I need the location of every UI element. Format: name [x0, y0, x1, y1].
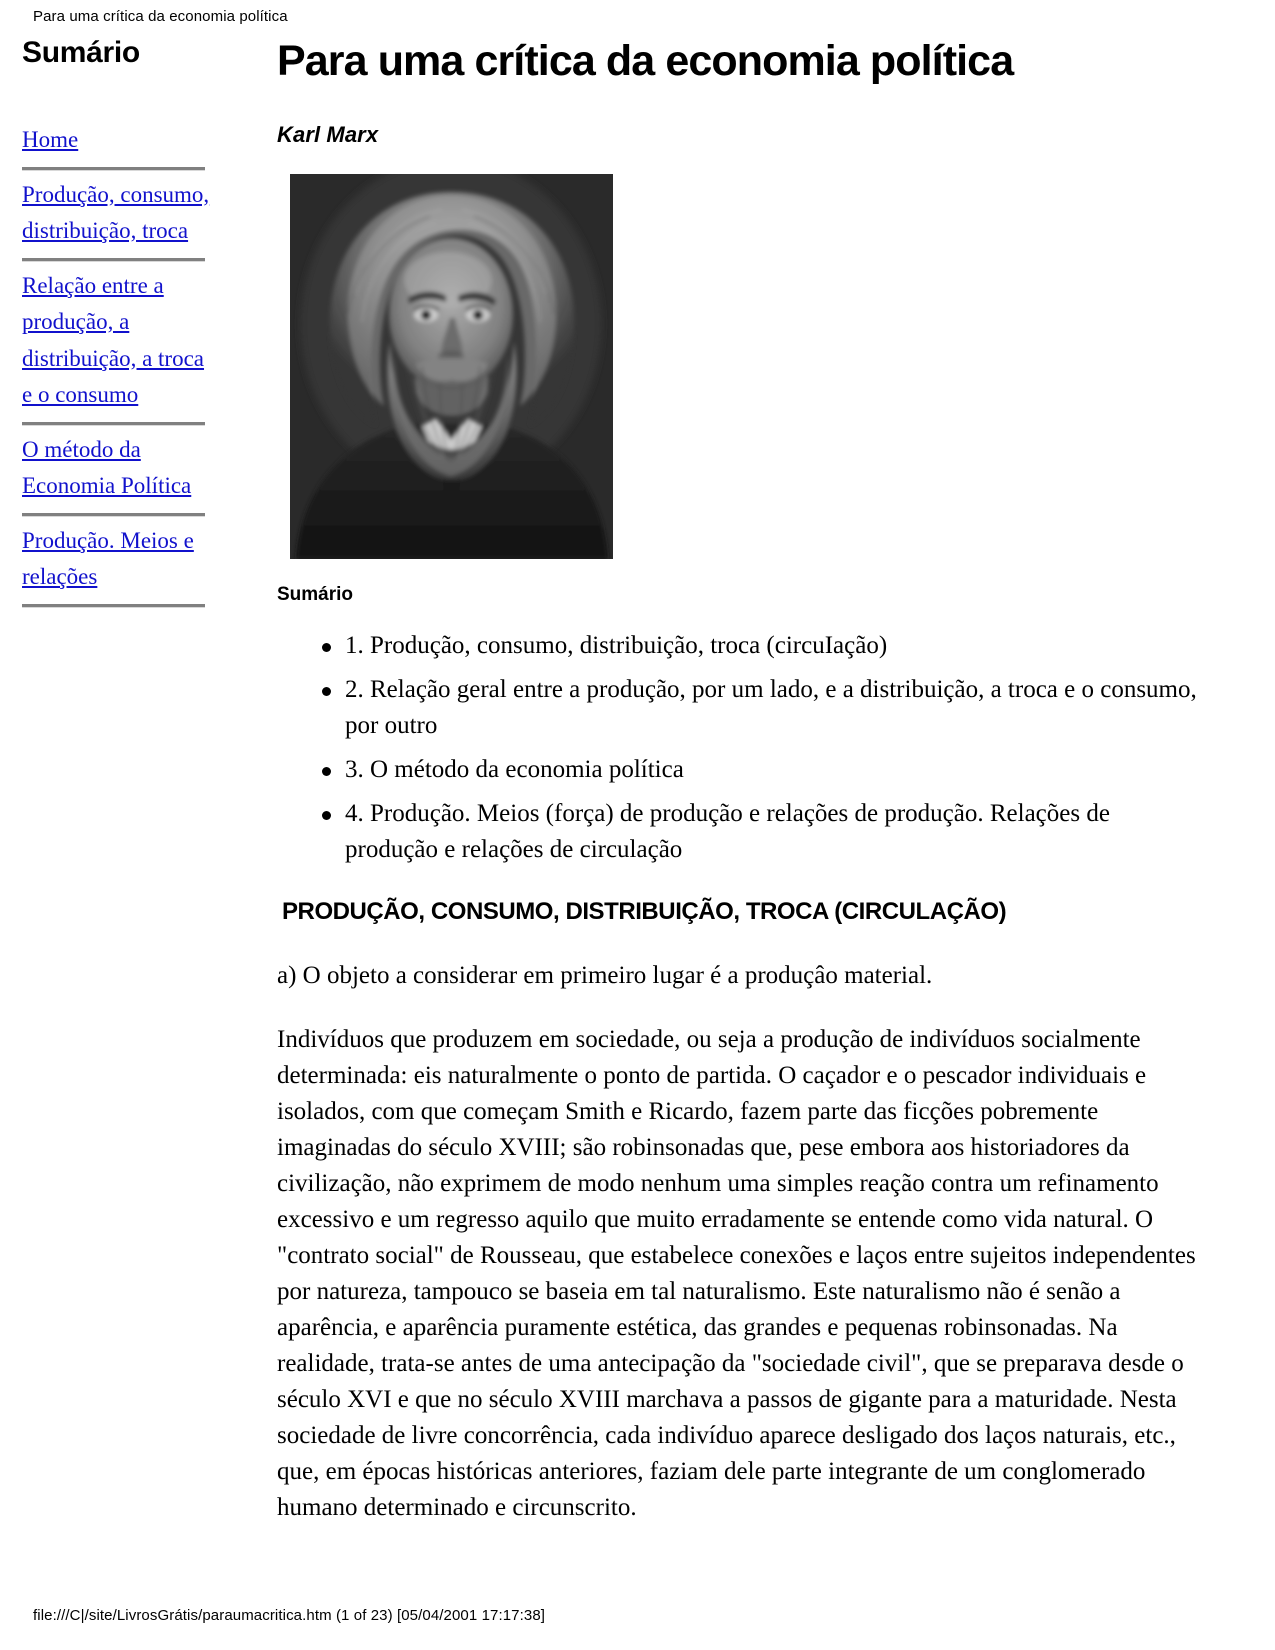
toc-list-item: 4. Produção. Meios (força) de produção e relações de produção. Relações de produção e relações de circulação: [277, 796, 1197, 868]
table-of-contents-list: [277, 628, 1197, 868]
sidebar-divider-2: [22, 258, 205, 262]
sidebar-divider-5: [22, 604, 205, 608]
sidebar-divider-4: [22, 513, 205, 517]
main-content: [277, 36, 1197, 1526]
toc-list-item: 1. Produção, consumo, distribuição, troca (circuIação): [277, 628, 1197, 664]
page-title: Para uma crítica da economia política: [277, 37, 1014, 85]
sidebar-item-meios-relacoes[interactable]: [22, 523, 210, 596]
body-paragraph: a) O objeto a considerar em primeiro lugar é a produçâo material.: [277, 962, 933, 989]
sidebar-title: Sumário: [22, 36, 140, 69]
author-portrait-image: [290, 174, 613, 559]
section-heading: PRODUÇÃO, CONSUMO, DISTRIBUIÇÃO, TROCA (CIRCULAÇÃO): [282, 898, 1007, 925]
toc-heading: Sumário: [277, 584, 354, 605]
sidebar-link-relacao[interactable]: Relação entre a produção, a distribuição, a troca e o consumo: [22, 272, 205, 407]
sidebar-divider-1: [22, 167, 205, 171]
toc-list-item: 3. O método da economia política: [277, 752, 1197, 788]
sidebar-item-metodo[interactable]: [22, 432, 210, 505]
sidebar-link-producao-consumo[interactable]: Produção, consumo, distribuição, troca: [22, 181, 210, 243]
sidebar-divider-3: [22, 422, 205, 426]
sidebar-item-producao-consumo[interactable]: [22, 177, 210, 250]
sidebar-link-meios-relacoes[interactable]: Produção. Meios e relações: [22, 527, 194, 589]
body-paragraph: Indivíduos que produzem em sociedade, ou seja a produção de indivíduos socialmente determinada: eis naturalmente o ponto de partida. O caçador e o pescador individuais e isolados, com que começam Smith e Ricardo, fazem parte das ficções pobremente imaginadas do século XVIII; são robinsonadas que, pese embora aos historiadores da civilização, não exprimem de modo nenhum uma simples reação contra um refinamento excessivo e um regresso aquilo que muito erradamente se entende como vida natural. O "contrato social" de Rousseau, que estabelece conexões e laços entre sujeitos independentes por natureza, tampouco se baseia em tal naturalismo. Este naturalismo não é senão a aparência, e aparência puramente estética, das grandes e pequenas robinsonadas. Na realidade, trata-se antes de uma antecipação da "sociedade civil", que se preparava desde o século XVI e que no século XVIII marchava a passos de gigante para a maturidade. Nesta sociedade de livre concorrência, cada indivíduo aparece desligado dos laços naturais, etc., que, em épocas históricas anteriores, faziam dele parte integrante de um conglomerado humano determinado e circunscrito.: [277, 1026, 1196, 1521]
sidebar-item-relacao[interactable]: [22, 268, 210, 414]
author-name: Karl Marx: [277, 122, 379, 147]
toc-list-item: 2. Relação geral entre a produção, por um lado, e a distribuição, a troca e o consumo, por outro: [277, 672, 1197, 744]
print-footer-path: file:///C|/site/LivrosGrátis/paraumacritica.htm (1 of 23) [05/04/2001 17:17:38]: [33, 1607, 546, 1624]
sidebar-link-metodo[interactable]: O método da Economia Política: [22, 436, 192, 498]
print-header-title: Para uma crítica da economia política: [33, 8, 288, 25]
sidebar-item-home[interactable]: [22, 122, 210, 159]
sidebar-link-home[interactable]: Home: [22, 127, 79, 152]
sidebar-navigation: [22, 36, 210, 614]
